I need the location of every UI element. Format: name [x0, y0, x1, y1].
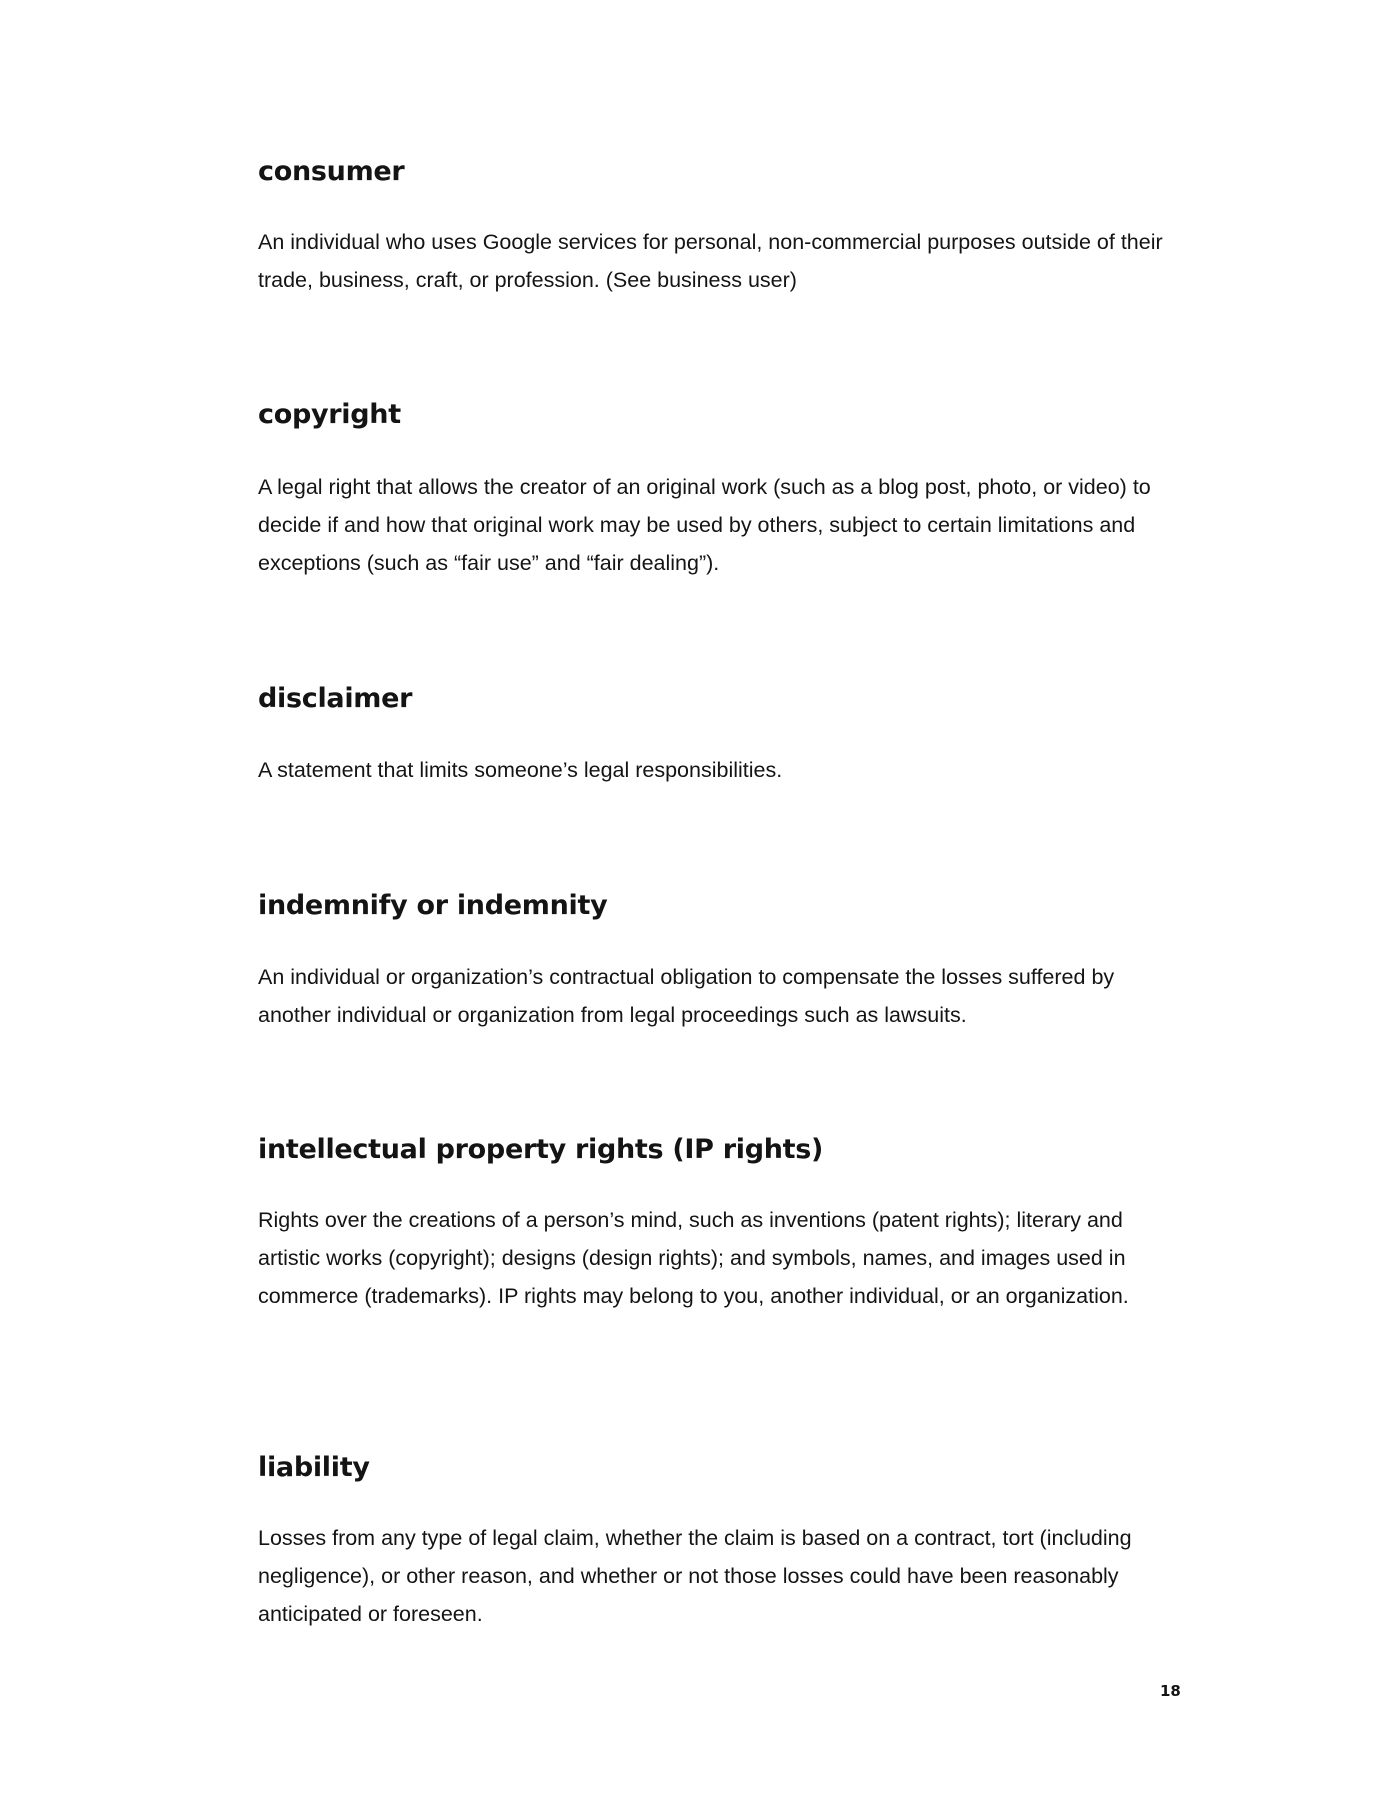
term-heading: disclaimer	[258, 683, 413, 714]
term-definition: A legal right that allows the creator of an original work (such as a blog post, photo, or video) to decide if and how that original work may be used by others, subject to certain limitations and exceptions (such as “fair use” and “fair dealing”).	[258, 475, 1151, 575]
glossary-entry-consumer	[258, 155, 1178, 292]
term-definition: Rights over the creations of a person’s mind, such as inventions (patent rights); literary and artistic works (copyright); designs (design rights); and symbols, names, and images used in commerce (trademarks). IP rights may belong to you, another individual, or an organization.	[258, 1208, 1129, 1308]
page-number: 18	[1160, 1682, 1181, 1700]
glossary-entry-copyright	[258, 398, 1178, 575]
glossary-entry-ip-rights	[258, 1133, 1178, 1308]
glossary-entry-disclaimer	[258, 682, 1178, 782]
term-heading: indemnify or indemnity	[258, 890, 608, 921]
term-definition: A statement that limits someone’s legal responsibilities.	[258, 758, 783, 782]
term-definition: An individual who uses Google services for personal, non-commercial purposes outside of their trade, business, craft, or profession. (See business user)	[258, 230, 1163, 292]
term-heading: liability	[258, 1452, 370, 1483]
term-definition: Losses from any type of legal claim, whether the claim is based on a contract, tort (including negligence), or other reason, and whether or not those losses could have been reasonably anticipated or foreseen.	[258, 1526, 1132, 1626]
glossary-entry-liability	[258, 1451, 1178, 1626]
term-heading: intellectual property rights (IP rights)	[258, 1134, 824, 1165]
term-heading: copyright	[258, 399, 401, 430]
term-definition: An individual or organization’s contractual obligation to compensate the losses suffered by another individual or organization from legal proceedings such as lawsuits.	[258, 965, 1115, 1027]
term-heading: consumer	[258, 156, 405, 187]
glossary-entry-indemnify	[258, 889, 1178, 1027]
